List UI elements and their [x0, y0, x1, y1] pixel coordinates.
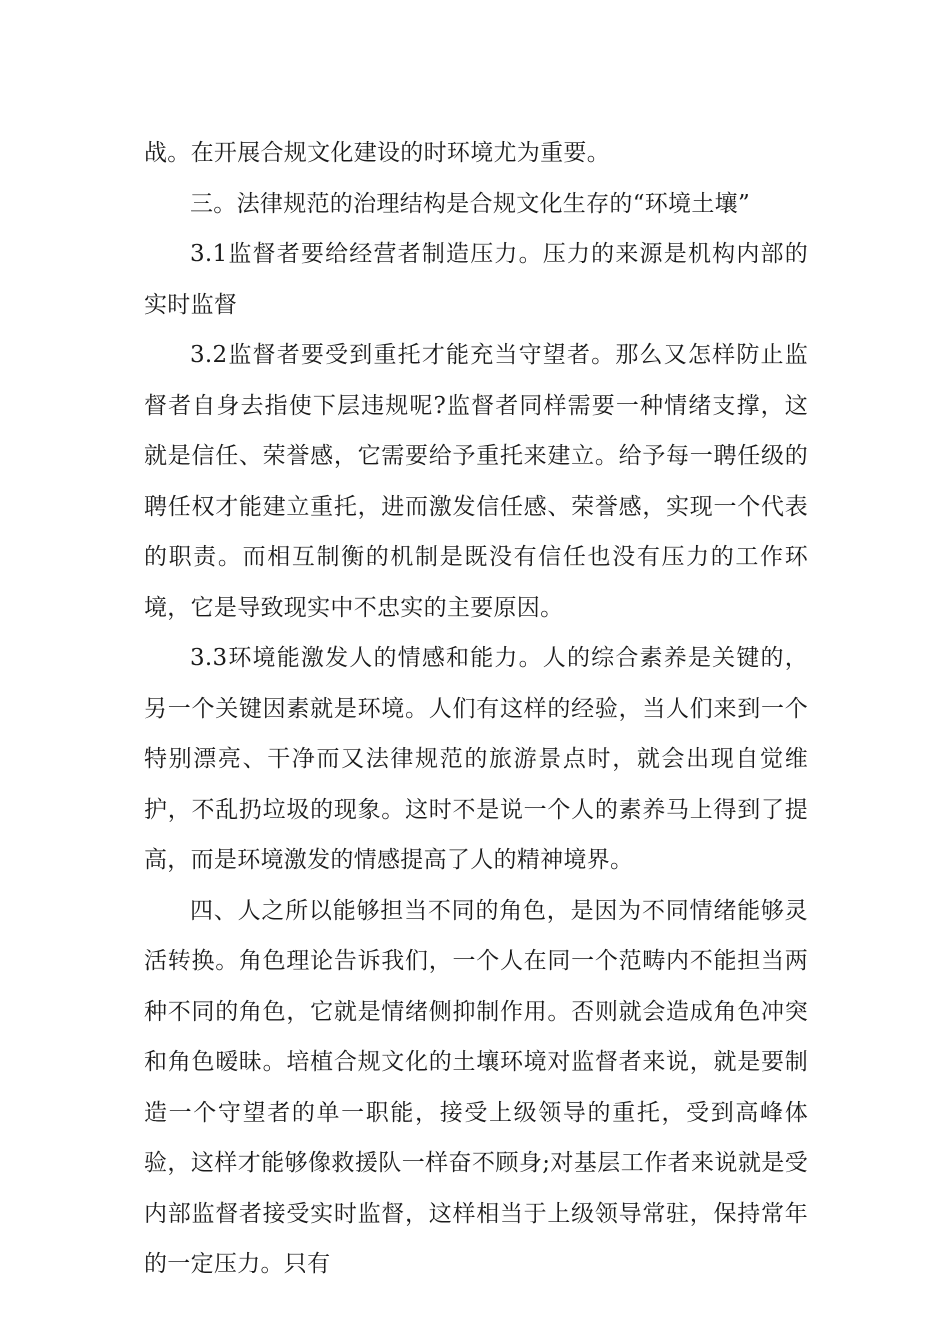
document-body [144, 128, 808, 1290]
paragraph-3-2: 3.2监督者要受到重托才能充当守望者。那么又怎样防止监督者自身去指使下层违规呢?监督者同样需要一种情绪支撑，这就是信任、荣誉感，它需要给予重托来建立。给予每一聘任级的聘任权才能建立重托，进而激发信任感、荣誉感，实现一个代表的职责。而相互制衡的机制是既没有信任也没有压力的工作环境，它是导致现实中不忠实的主要原因。 [144, 342, 808, 621]
section-heading-three: 三。法律规范的治理结构是合规文化生存的“环境土壤” [190, 190, 751, 217]
paragraph-continuation: 战。在开展合规文化建设的时环境尤为重要。 [144, 140, 610, 166]
paragraph-section-four: 四、人之所以能够担当不同的角色，是因为不同情绪能够灵活转换。角色理论告诉我们，一个人在同一个范畴内不能担当两种不同的角色，它就是情绪侧抑制作用。否则就会造成角色冲突和角色暧昧。培植合规文化的土壤环境对监督者来说，就是要制造一个守望者的单一职能，接受上级领导的重托，受到高峰体验，这样才能够像救援队一样奋不顾身;对基层工作者来说就是受内部监督者接受实时监督，这样相当于上级领导常驻，保持常年的一定压力。只有 [144, 897, 808, 1277]
paragraph-3-3: 3.3环境能激发人的情感和能力。人的综合素养是关键的，另一个关键因素就是环境。人们有这样的经验，当人们来到一个特别漂亮、干净而又法律规范的旅游景点时，就会出现自觉维护，不乱扔垃圾的现象。这时不是说一个人的素养马上得到了提高，而是环境激发的情感提高了人的精神境界。 [144, 645, 808, 873]
paragraph-3-1: 3.1监督者要给经营者制造压力。压力的来源是机构内部的实时监督 [144, 241, 808, 318]
